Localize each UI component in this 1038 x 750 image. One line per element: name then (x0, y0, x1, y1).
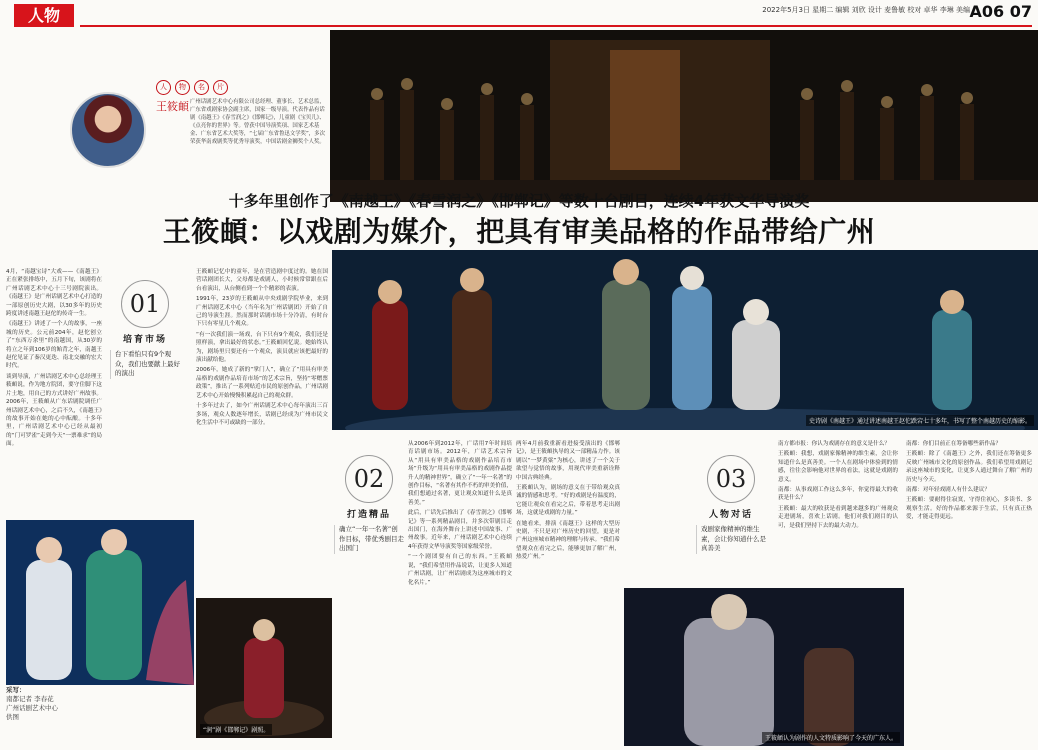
stage-photo-elder (624, 588, 904, 746)
section-tab: 人物 (14, 4, 74, 27)
credit-block (6, 686, 58, 722)
stage-photo-top (330, 30, 1038, 202)
profile-tag: 片 (213, 80, 228, 95)
paragraph: 王筱頔认为，剧场的意义在于带给观众真诚的情感和思考。“好的戏剧是有温度的，它能让观众在看完之后，带着思考走出剧场，这就是戏剧的力量。” (516, 485, 620, 517)
stage-photo-handan-illustration (196, 598, 332, 738)
profile-tag: 物 (175, 80, 190, 95)
section-title: 培育市场 (122, 335, 167, 345)
paragraph: 《南越王》讲述了一个人的故事，一座城的历史。公元前204年，赵佗创立了“东西万余里”的南越国，从30岁的将立之年到106岁的鲐背之年，南越王赵佗见证了秦汉更迭、南北交融的宏大时代。 (6, 321, 102, 370)
credit-line: 广州话剧艺术中心 (6, 704, 58, 712)
header-rule (80, 25, 1032, 27)
section-number: 02 (345, 455, 393, 503)
qa-paragraph: 王筱頔：要耐得住寂寞，守得住初心，多读书、多观察生活。好的作品都来源于生活，只有真正热爱，才能走得更远。 (906, 497, 1032, 521)
paragraph: “有一次我们演一场戏，台下只有9个观众，我们还是照样演，拿出最好的状态。”王筱頔回忆说。她始终认为，剧场里只要还有一个观众，演员就应该把最好的演出献给他。 (196, 331, 328, 364)
profile-tag: 名 (194, 80, 209, 95)
profile-bio: 广州话剧艺术中心有限公司总经理、董事长、艺术总监，广东省戏剧家协会副主席，国家一级导演。代表作品有话剧《南越王》《春雪润之》《邯郸记》，儿童剧《宝贝儿》、《点亮你的世界》等。曾获中国导演奖项、国家艺术基金、广东省艺术大奖等，“七届广东省鲁迅文学奖”，多次荣获华南戏剧奖等优秀导演奖，中国话剧金狮奖个人奖。 (190, 99, 325, 145)
paragraph: 谈到导演，广州话剧艺术中心总经理王筱頔说，作为地方院团，要守住脚下这片土地，用自己的方式讲好广州故事。2006年，王筱頔从广东话剧院调任广州话剧艺术中心，之后不久，《南越王》的故事开始在她的心中酝酿。十多年里，广州话剧艺术中心已经从最初的“门可罗雀”走到今天“一票难求”的局面。 (6, 373, 102, 448)
caption-elder: 王筱頔认为剧作的人文特质影响了今天的广东人。 (762, 732, 900, 743)
stage-photo-top-illustration (330, 30, 1038, 202)
headline-subtitle: 十多年里创作了《南越王》《春雪润之》《邯郸记》等数十台剧目，连续4年获文华导演奖 (228, 192, 810, 210)
stage-photo-nanyue-illustration (332, 250, 1038, 430)
section-desc: 台下看怕只有9个观众，我们也要献上最好的演出 (110, 350, 180, 379)
section-title: 打造精品 (346, 510, 391, 520)
article-col-4 (516, 440, 620, 740)
profile-name: 王筱頔 (156, 100, 189, 113)
qa-paragraph: 王筱頔：除了《南越王》之外，我们还在筹备更多反映广州城市文化的原创作品。我们希望用戏剧记录这座城市的变化，让更多人通过舞台了解广州的历史与今天。 (906, 451, 1032, 483)
issue-info: 2022年5月3日 星期二 编辑 刘欣 设计 麦鲁敏 校对 卓华 李琳 美编 (762, 6, 970, 14)
section-02 (334, 455, 404, 554)
profile-tags (156, 80, 228, 95)
portrait-avatar (70, 92, 146, 168)
page-number: A06 07 (969, 2, 1032, 21)
paragraph: “一个剧团要有自己的东西。”王筱頔说，“我们希望用作品说话，让更多人知道广州话剧，让广州话剧成为这座城市的文化名片。” (408, 554, 512, 586)
paragraph: 2006年，她成了新的“掌门人”，确立了“用具有审美品格的戏剧作品培育市场”的艺术宗旨，坚持“零赠票政策”，推出了一系列贴近市民的原创作品，广州话剧艺术中心开始慢慢积累起自己的观众群。 (196, 367, 328, 399)
paragraph: 此后，广话先后推出了《春雪润之》《邯郸记》等一系列精品剧目，并多次带剧目走出国门，在海外舞台上讲述中国故事、广州故事。近年来，广州话剧艺术中心连续4年获得文华导演奖等国家级荣誉。 (408, 510, 512, 550)
headline-title: 王筱頔：以戏剧为媒介，把具有审美品格的作品带给广州 (162, 215, 876, 248)
paragraph: 王筱頔记忆中的童年，是在营造剧中度过的。她在国营话剧团长大，父母都是戏剧人，小时候常常跟在后台看演出，从台侧看到一个个精彩的表演。 (196, 269, 328, 292)
credit-line: 南都记者 李春花 (6, 695, 54, 703)
paragraph: 1991年，23岁的王筱頔从中央戏剧学院毕业，来到广州话剧艺术中心（当年名为广州话剧团）开始了自己的导演生涯。然而那时话剧市场十分冷清，有时台下只有零星几个观众。 (196, 296, 328, 328)
page-header (0, 0, 1038, 30)
paragraph: 十多年过去了，如今广州话剧艺术中心每年演出三百多场，观众人数逐年增长，话剧已经成为广州市民文化生活中不可或缺的一部分。 (196, 403, 328, 426)
stage-photo-elder-illustration (624, 588, 904, 746)
paragraph: 在她看来，排演《南越王》这样的大型历史剧，不只是对广州历史的回望，更是对广州这座城市精神的理解与传承。“我们希望观众在看完之后，能够更加了解广州，热爱广州。” (516, 520, 620, 561)
article-col-6 (906, 440, 1032, 740)
article-col-3 (408, 440, 512, 740)
article-col-5 (778, 440, 898, 590)
profile-tag: 人 (156, 80, 171, 95)
paragraph: 两年4月前我重新看进接受演出的《邯郸记》，是王筱頔执导的又一部精品力作。该剧以“一梦黄粱”为核心，讲述了一个关于欲望与觉悟的故事，用现代审美重新诠释中国古典经典。 (516, 441, 620, 481)
credit-line: 供图 (6, 713, 19, 721)
qa-paragraph: 南都：从事戏剧工作这么多年，你觉得最大的收获是什么？ (778, 487, 898, 502)
stage-photo-kids (6, 520, 194, 685)
qa-paragraph: 南都：你们目前正在筹备哪些新作品？ (906, 441, 1002, 447)
section-desc: 戏剧家像精神的维生素，会让你知道什么是真善美 (696, 525, 766, 554)
credit-label: 采写： (6, 686, 26, 694)
stage-photo-handan (196, 598, 332, 738)
article-col-1 (6, 268, 102, 518)
qa-paragraph: 王筱頔：最大的收获是看到越来越多的广州观众走进剧场，喜欢上话剧。他们对我们剧目的认可，是我们坚持下去的最大动力。 (778, 505, 898, 529)
qa-paragraph: 南方都市报：你认为戏剧存在的意义是什么？ (778, 441, 890, 447)
paragraph: 4月，“南越宝诗”大戏——《南越王》正在紧张排练中，五月下旬，该剧将在广州话剧艺术中心十三号剧院演出。《南越王》是广州话剧艺术中心打造的一部原创历史大剧，以30多年的历史跨度讲述南越王赵佗的传奇一生。 (6, 269, 102, 318)
caption-kids: “润”剧《邯郸记》剧照。 (200, 724, 272, 735)
section-title: 人物对话 (708, 510, 753, 520)
section-number: 03 (707, 455, 755, 503)
section-number: 01 (121, 280, 169, 328)
stage-photo-kids-illustration (6, 520, 194, 685)
section-03 (696, 455, 766, 554)
qa-paragraph: 南都：对年轻戏剧人有什么建议？ (906, 487, 990, 494)
paragraph: 从2006年到2012年，广话用7年时间培育话剧市场。2012年，广话艺术宗旨从“用具有审美品格的戏剧作品培育市场”升级为“用具有审美品格的戏剧作品提升人的精神世界”，确立了“一年一名著”的创作目标，“名著有其作不朽的审美价值，我们想通过名著，更让观众知道什么是真善美。” (408, 441, 512, 506)
section-desc: 确立“一年一名著”创作目标，带优秀剧目走出国门 (334, 525, 404, 554)
stage-photo-nanyue (332, 250, 1038, 430)
section-01 (110, 280, 180, 379)
caption-stage-main: 史诗剧《南越王》通过讲述南越王赵佗跌宕七十多年，书写了整个南越历史的缩影。 (806, 415, 1034, 426)
profile-card (14, 80, 332, 180)
qa-paragraph: 王筱頔：我想，戏剧家像精神的维生素，会让你知道什么是真善美。一个人在剧场中体验到的情感，往往会影响他对世界的看法，这就是戏剧的意义。 (778, 451, 898, 483)
